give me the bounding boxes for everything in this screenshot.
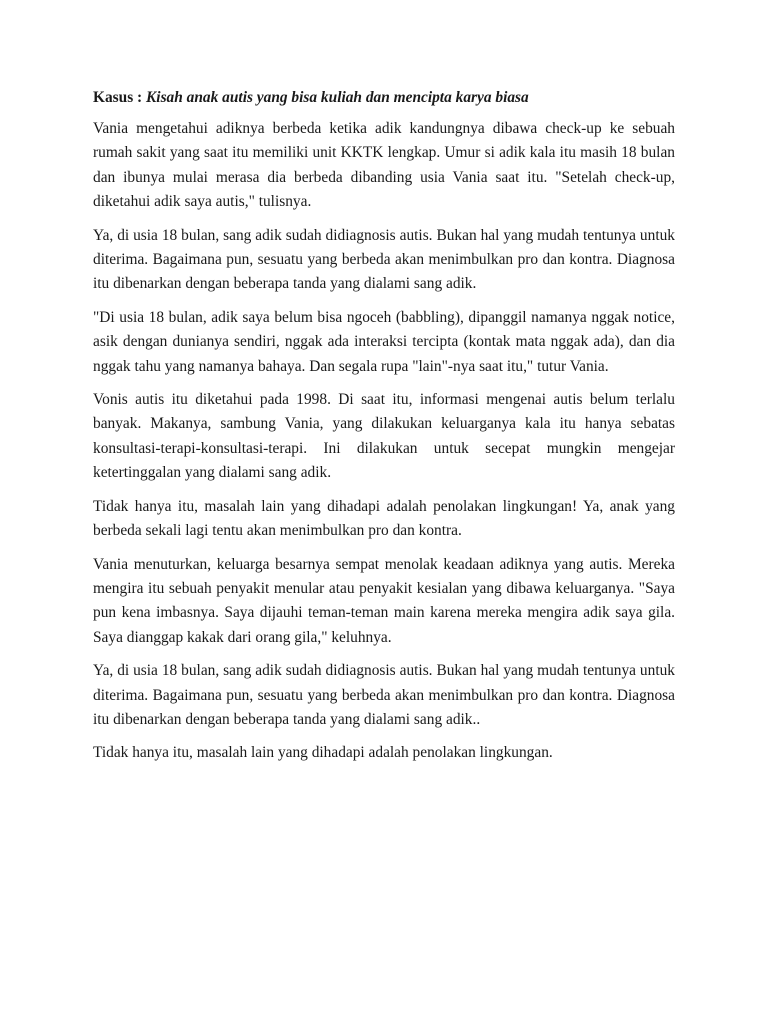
paragraph-5: Tidak hanya itu, masalah lain yang dihadapi adalah penolakan lingkungan! Ya, anak yang berbeda sekali lagi tentu akan menimbulkan pro dan kontra. <box>93 497 675 540</box>
paragraph-8: Tidak hanya itu, masalah lain yang dihadapi adalah penolakan lingkungan. <box>93 744 553 762</box>
paragraph-1: Vania mengetahui adiknya berbeda ketika adik kandungnya dibawa check-up ke sebuah rumah sakit yang saat itu memiliki unit KKTK lengkap. Umur si adik kala itu masih 18 bulan dan ibunya mulai merasa dia berbeda dibanding usia Vania saat itu. "Setelah check-up, diketahui adik saya autis," tulisnya. <box>93 120 675 211</box>
case-label: Kasus : <box>93 89 147 106</box>
case-title <box>93 86 675 110</box>
paragraph-6: Vania menuturkan, keluarga besarnya sempat menolak keadaan adiknya yang autis. Mereka mengira itu sebuah penyakit menular atau penyakit kesialan yang dibawa keluarganya. "Saya pun kena imbasnya. Saya dijauhi teman-teman main karena mereka mengira adik saya gila. Saya dianggap kakak dari orang gila," keluhnya. <box>93 555 675 646</box>
paragraph-2: Ya, di usia 18 bulan, sang adik sudah didiagnosis autis. Bukan hal yang mudah tentunya untuk diterima. Bagaimana pun, sesuatu yang berbeda akan menimbulkan pro dan kontra. Diagnosa itu dibenarkan dengan beberapa tanda yang dialami sang adik. <box>93 226 675 293</box>
case-heading: Kisah anak autis yang bisa kuliah dan mencipta karya biasa <box>146 89 529 106</box>
paragraph-3: "Di usia 18 bulan, adik saya belum bisa ngoceh (babbling), dipanggil namanya nggak notice, asik dengan dunianya sendiri, nggak ada interaksi tercipta (kontak mata nggak ada), dan dia nggak tahu yang namanya bahaya. Dan segala rupa "lain"-nya saat itu," tutur Vania. <box>93 308 675 375</box>
document-page <box>93 86 675 775</box>
paragraph-4: Vonis autis itu diketahui pada 1998. Di saat itu, informasi mengenai autis belum terlalu banyak. Makanya, sambung Vania, yang dilakukan keluarganya kala itu hanya sebatas konsultasi-terapi-konsultasi-terapi. Ini dilakukan untuk secepat mungkin mengejar ketertinggalan yang dialami sang adik. <box>93 391 675 482</box>
paragraph-7: Ya, di usia 18 bulan, sang adik sudah didiagnosis autis. Bukan hal yang mudah tentunya untuk diterima. Bagaimana pun, sesuatu yang berbeda akan menimbulkan pro dan kontra. Diagnosa itu dibenarkan dengan beberapa tanda yang dialami sang adik.. <box>93 662 675 728</box>
